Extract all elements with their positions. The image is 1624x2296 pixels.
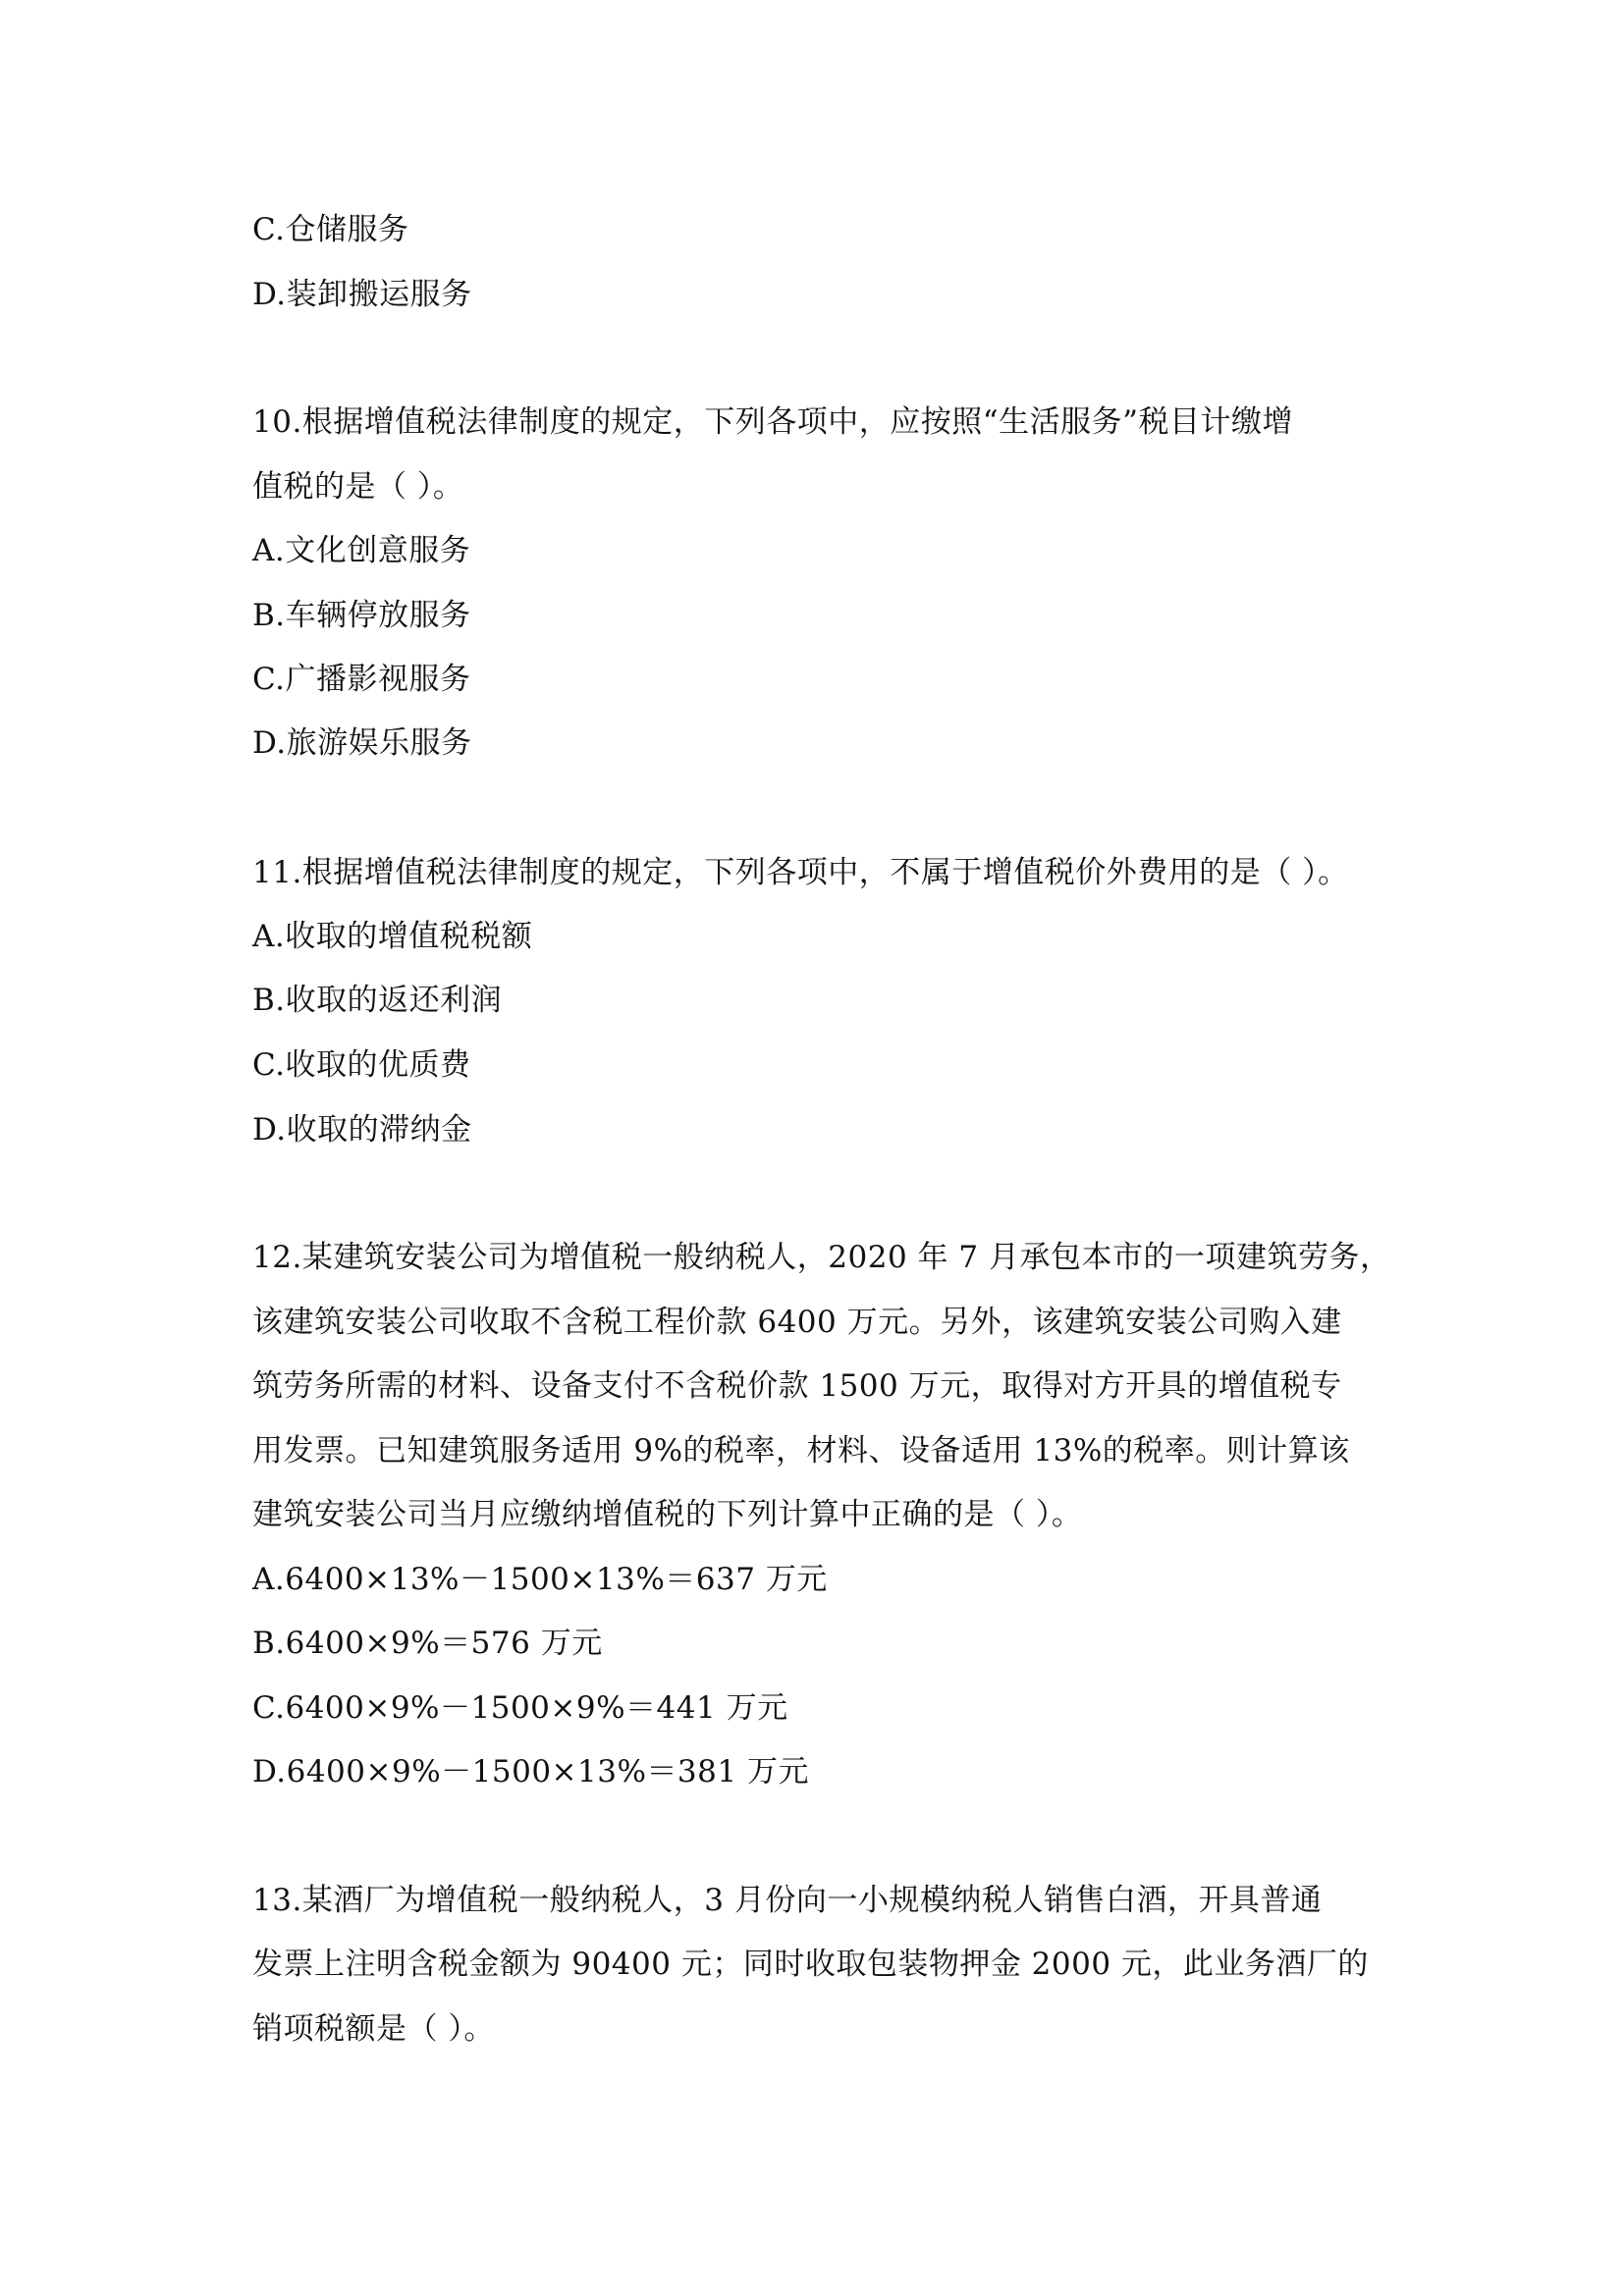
q10-option-a: A.文化创意服务 <box>252 533 471 568</box>
q13-stem-line-2: 发票上注明含税金额为 90400 元；同时收取包装物押金 2000 元，此业务酒厂的 <box>252 1947 1369 1982</box>
q9-option-d: D.装卸搬运服务 <box>252 277 472 312</box>
q11-option-b: B.收取的返还利润 <box>252 983 503 1018</box>
q12-option-a: A.6400×13%－1500×13%＝637 万元 <box>252 1562 828 1597</box>
q12-stem-line-4: 用发票。已知建筑服务适用 9%的税率，材料、设备适用 13%的税率。则计算该 <box>252 1433 1350 1468</box>
q11-option-c: C.收取的优质费 <box>252 1047 471 1083</box>
q13-stem-line-3: 销项税额是（ ）。 <box>252 2011 495 2047</box>
q12-stem-line-3: 筑劳务所需的材料、设备支付不含税价款 1500 万元，取得对方开具的增值税专 <box>252 1368 1342 1404</box>
q12-option-c: C.6400×9%－1500×9%＝441 万元 <box>252 1690 788 1726</box>
q10-stem-line-2: 值税的是（ ）。 <box>252 469 464 505</box>
q13-stem-line-1: 13.某酒厂为增值税一般纳税人，3 月份向一小规模纳税人销售白酒，开具普通 <box>252 1883 1323 1918</box>
q12-stem-line-2: 该建筑安装公司收取不含税工程价款 6400 万元。另外，该建筑安装公司购入建 <box>252 1305 1342 1340</box>
q12-option-d: D.6400×9%－1500×13%＝381 万元 <box>252 1754 809 1789</box>
q11-stem-line-1: 11.根据增值税法律制度的规定，下列各项中，不属于增值税价外费用的是（ ）。 <box>252 855 1349 890</box>
q10-option-b: B.车辆停放服务 <box>252 598 471 633</box>
q10-stem-line-1: 10.根据增值税法律制度的规定，下列各项中，应按照“生活服务”税目计缴增 <box>252 404 1293 440</box>
q11-option-d: D.收取的滞纳金 <box>252 1112 472 1148</box>
q12-stem-line-1: 12.某建筑安装公司为增值税一般纳税人，2020 年 7 月承包本市的一项建筑劳务， <box>252 1240 1391 1275</box>
q11-option-a: A.收取的增值税税额 <box>252 919 533 954</box>
q12-option-b: B.6400×9%＝576 万元 <box>252 1626 603 1661</box>
q9-option-c: C.仓储服务 <box>252 212 409 247</box>
q12-stem-line-5: 建筑安装公司当月应缴纳增值税的下列计算中正确的是（ ）。 <box>252 1497 1083 1532</box>
q10-option-d: D.旅游娱乐服务 <box>252 725 472 761</box>
q10-option-c: C.广播影视服务 <box>252 662 471 697</box>
